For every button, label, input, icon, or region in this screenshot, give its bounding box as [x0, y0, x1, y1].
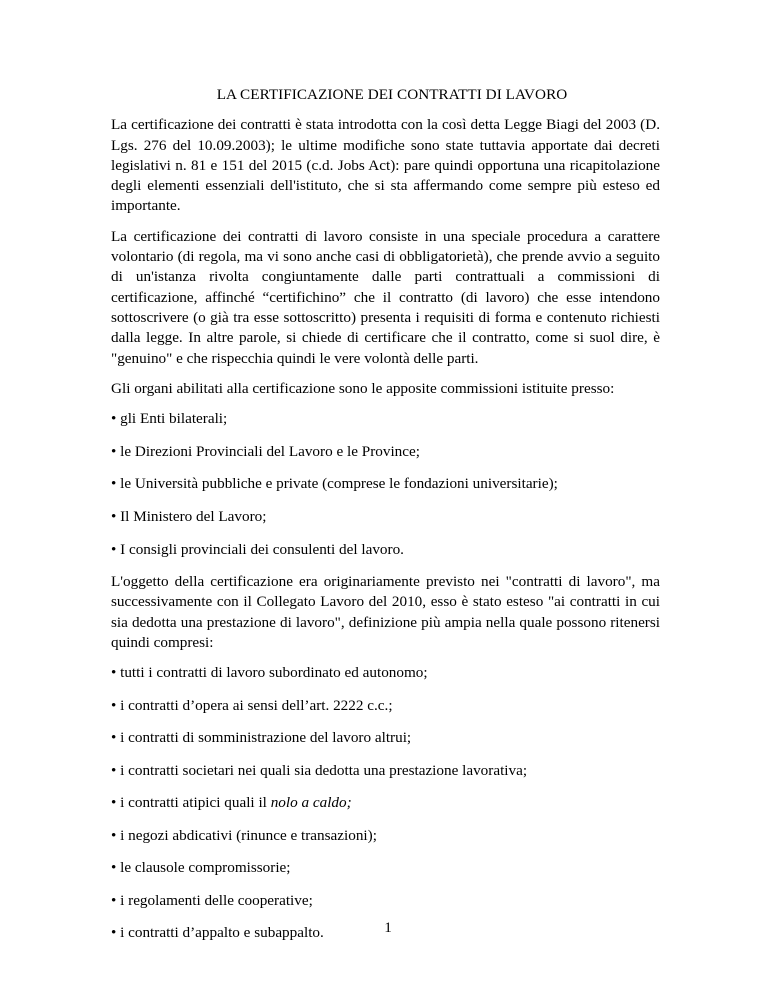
list-item: • i contratti di somministrazione del lavoro altrui;: [111, 729, 412, 747]
page-number: 1: [384, 919, 392, 936]
organs-list: [111, 409, 660, 560]
list-item: • i contratti d’appalto e subappalto.: [111, 924, 324, 942]
list-item: • i regolamenti delle cooperative;: [111, 891, 313, 909]
contracts-list: [111, 663, 660, 943]
list-item: • le clausole compromissorie;: [111, 859, 291, 877]
list-item: • Il Ministero del Lavoro;: [111, 507, 267, 525]
list-item: • le Università pubbliche e private (comprese le fondazioni universitarie);: [111, 475, 558, 493]
list-item: • i negozi abdicativi (rinunce e transazioni);: [111, 826, 377, 844]
list-item: • le Direzioni Provinciali del Lavoro e le Province;: [111, 442, 420, 460]
list-item: [111, 793, 660, 813]
list-item: • i contratti d’opera ai sensi dell’art. 2222 c.c.;: [111, 696, 393, 714]
paragraph-definition: La certificazione dei contratti di lavoro consiste in una speciale procedura a carattere volontario (di regola, ma vi sono anche casi di obbligatorietà), che prende avvio a seguito di un'istanza rivolta congiuntamente dalle parti contrattuali a commissioni di certificazione, affinché “certifichino” che il contratto (di lavoro) che esse intendono sottoscrivere (o già tra esse sottoscritto) presenta i requisiti di forma e contenuto richiesti dalla legge. In altre parole, si chiede di certificare che il contratto, come si suol dire, è "genuino" e che rispecchia quindi le vere volontà delle parti.: [111, 227, 660, 367]
list-item: • tutti i contratti di lavoro subordinato ed autonomo;: [111, 664, 428, 682]
list-item: • I consigli provinciali dei consulenti del lavoro.: [111, 540, 404, 558]
paragraph-organs-intro: Gli organi abilitati alla certificazione sono le apposite commissioni istituite presso:: [111, 379, 615, 397]
document-body: [111, 85, 660, 943]
list-item-italic-text: nolo a caldo;: [270, 794, 352, 812]
paragraph-intro: La certificazione dei contratti è stata introdotta con la così detta Legge Biagi del 2003 (D. Lgs. 276 del 10.09.2003); le ultime modifiche sono state tuttavia apportate dai decreti legislativi n. 81 e 151 del 2015 (c.d. Jobs Act): pare quindi opportuna una ricapitolazione degli elementi essenziali dell'istituto, che si sta affermando come sempre più esteso ed importante.: [111, 116, 660, 215]
list-item: • gli Enti bilaterali;: [111, 410, 228, 428]
document-title: LA CERTIFICAZIONE DEI CONTRATTI DI LAVORO: [216, 86, 568, 103]
list-item: • i contratti societari nei quali sia dedotta una prestazione lavorativa;: [111, 761, 528, 779]
paragraph-object: L'oggetto della certificazione era originariamente previsto nei "contratti di lavoro", ma successivamente con il Collegato Lavoro del 2010, esso è stato esteso "ai contratti in cui sia dedotta una prestazione di lavoro", definizione più ampia nella quale possono ritenersi quindi compresi:: [111, 573, 660, 652]
list-item-text: • i contratti atipici quali il: [111, 794, 271, 812]
